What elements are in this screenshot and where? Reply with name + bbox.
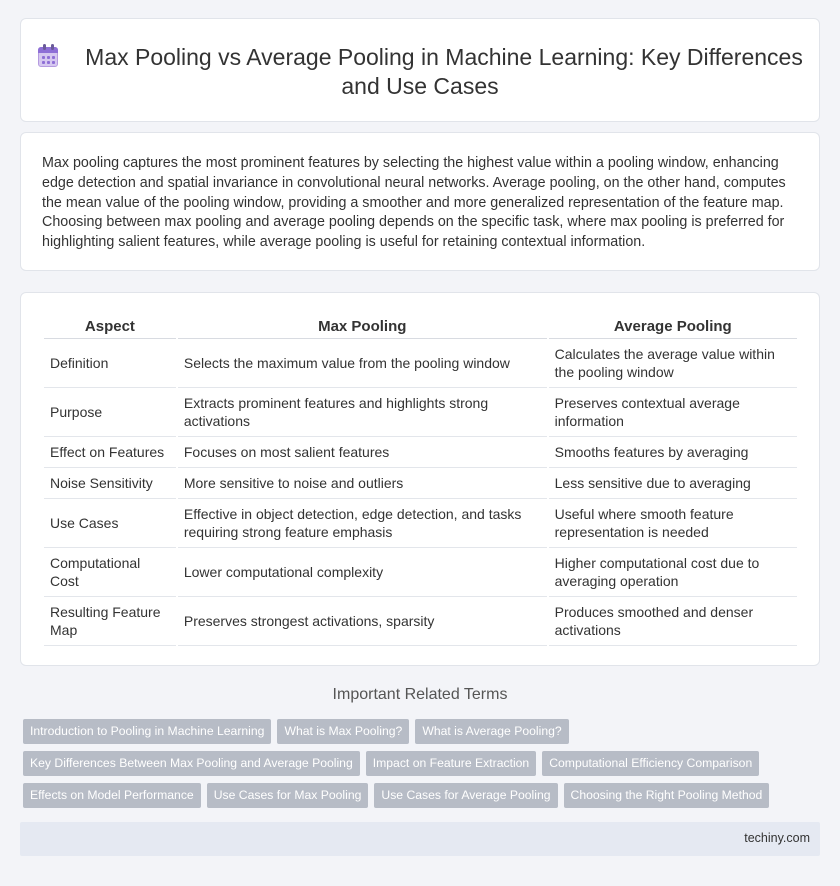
tag-link[interactable]: Choosing the Right Pooling Method bbox=[564, 783, 770, 808]
tag-link[interactable]: Computational Efficiency Comparison bbox=[542, 751, 759, 776]
table-row bbox=[44, 597, 797, 646]
page-title-wrap bbox=[21, 43, 819, 101]
tag-link[interactable]: Key Differences Between Max Pooling and Average Pooling bbox=[23, 751, 360, 776]
tag-link[interactable]: Introduction to Pooling in Machine Learning bbox=[23, 719, 271, 744]
table-row bbox=[44, 388, 797, 437]
table-row bbox=[44, 468, 797, 499]
table-cell-max: Effective in object detection, edge detection, and tasks requiring strong feature emphasis bbox=[178, 499, 547, 548]
page-title: Max Pooling vs Average Pooling in Machine Learning: Key Differences and Use Cases bbox=[85, 44, 803, 99]
table-row bbox=[44, 437, 797, 468]
tag-link[interactable]: What is Max Pooling? bbox=[277, 719, 409, 744]
header-card bbox=[20, 18, 820, 122]
tag-link[interactable]: Impact on Feature Extraction bbox=[366, 751, 536, 776]
calendar-icon bbox=[37, 44, 59, 68]
tag-row bbox=[23, 751, 823, 783]
table-cell-max: Selects the maximum value from the pooling window bbox=[178, 339, 547, 388]
table-cell-average: Produces smoothed and denser activations bbox=[549, 597, 797, 646]
comparison-table-card bbox=[20, 292, 820, 666]
table-cell-average: Calculates the average value within the pooling window bbox=[549, 339, 797, 388]
table-cell-max: Focuses on most salient features bbox=[178, 437, 547, 468]
table-header-row bbox=[44, 316, 797, 339]
table-cell-average: Higher computational cost due to averaging operation bbox=[549, 548, 797, 597]
intro-paragraph: Max pooling captures the most prominent features by selecting the highest value within a pooling window, enhancing edge detection and spatial invariance in convolutional neural networks. Average pooling, on the other hand, computes the mean value of the pooling window, providing a smoother and more generalized representation of the feature map. Choosing between max pooling and average pooling depends on the specific task, where max pooling is preferred for highlighting salient features, while average pooling is useful for retaining contextual information. bbox=[42, 155, 786, 251]
table-row bbox=[44, 339, 797, 388]
tag-link[interactable]: What is Average Pooling? bbox=[415, 719, 568, 744]
table-cell-average: Preserves contextual average information bbox=[549, 388, 797, 437]
intro-card bbox=[20, 132, 820, 271]
tag-link[interactable]: Use Cases for Max Pooling bbox=[207, 783, 369, 808]
comparison-table bbox=[42, 316, 799, 646]
related-tags bbox=[23, 719, 823, 815]
footer-brand[interactable]: techiny.com bbox=[744, 831, 810, 845]
table-cell-aspect: Purpose bbox=[44, 388, 176, 437]
table-cell-aspect: Resulting Feature Map bbox=[44, 597, 176, 646]
table-cell-max: Lower computational complexity bbox=[178, 548, 547, 597]
tag-link[interactable]: Use Cases for Average Pooling bbox=[374, 783, 557, 808]
table-row bbox=[44, 548, 797, 597]
header-average-pooling: Average Pooling bbox=[549, 316, 797, 339]
table-cell-average: Smooths features by averaging bbox=[549, 437, 797, 468]
table-cell-aspect: Definition bbox=[44, 339, 176, 388]
footer bbox=[20, 822, 820, 856]
related-terms-title: Important Related Terms bbox=[332, 686, 508, 703]
table-row bbox=[44, 499, 797, 548]
table-cell-max: Preserves strongest activations, sparsity bbox=[178, 597, 547, 646]
tag-row bbox=[23, 783, 823, 815]
tag-row bbox=[23, 719, 823, 751]
table-cell-max: More sensitive to noise and outliers bbox=[178, 468, 547, 499]
table-cell-aspect: Use Cases bbox=[44, 499, 176, 548]
header-aspect: Aspect bbox=[44, 316, 176, 339]
table-cell-aspect: Noise Sensitivity bbox=[44, 468, 176, 499]
table-cell-aspect: Effect on Features bbox=[44, 437, 176, 468]
header-max-pooling: Max Pooling bbox=[178, 316, 547, 339]
table-cell-average: Useful where smooth feature representation is needed bbox=[549, 499, 797, 548]
table-cell-average: Less sensitive due to averaging bbox=[549, 468, 797, 499]
tag-link[interactable]: Effects on Model Performance bbox=[23, 783, 201, 808]
table-cell-aspect: Computational Cost bbox=[44, 548, 176, 597]
table-cell-max: Extracts prominent features and highlights strong activations bbox=[178, 388, 547, 437]
